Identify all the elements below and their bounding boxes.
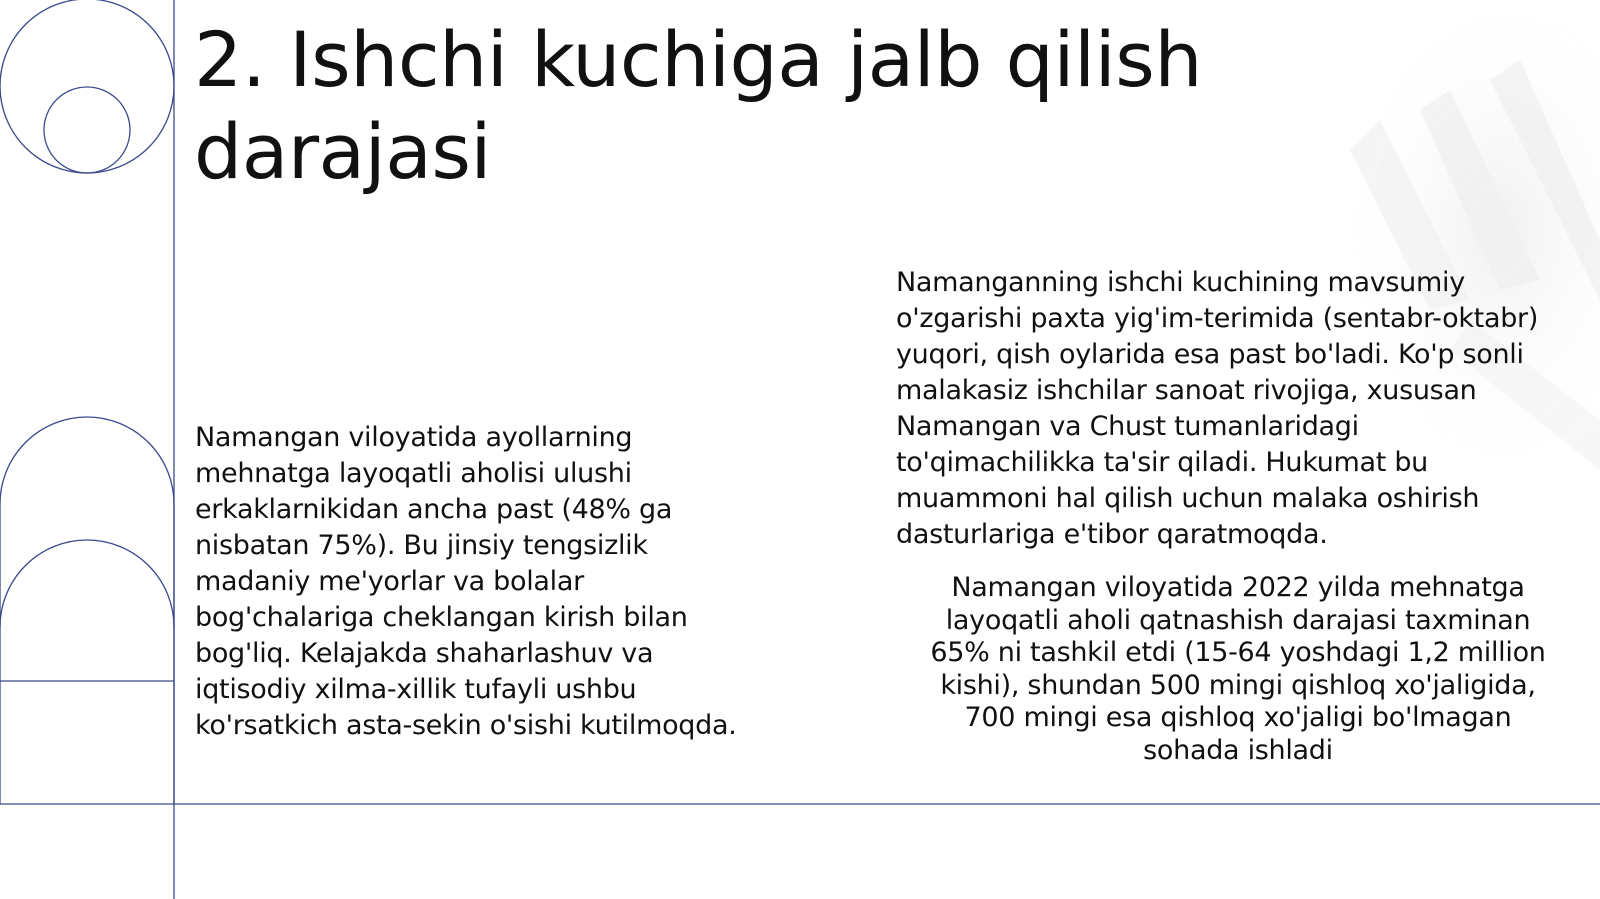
upper-arch [0, 417, 174, 804]
right-paragraph-seasonal: Namanganning ishchi kuchining mavsumiy o'zgarishi paxta yig'im-terimida (sentabr-oktabr) yuqori, qish oylarida esa past bo'ladi. Ko'p sonli malakasiz ishchilar sanoat rivojiga, xususan Namangan va Chust tumanlaridagi to'qimachilikka ta'sir qiladi. Hukumat bu muammoni hal qilish uchun malaka oshirish dasturlariga e'tibor qaratmoqda. [896, 267, 1539, 550]
small-circle [44, 87, 130, 173]
left-paragraph: Namangan viloyatida ayollarning mehnatga layoqatli aholisi ulushi erkaklarnikidan ancha past (48% ga nisbatan 75%). Bu jinsiy tengsizlik madaniy me'yorlar va bolalar bog'chalariga cheklangan kirish bilan bog'liq. Kelajakda shaharlashuv va iqtisodiy xilma-xillik tufayli ushbu ko'rsatkich asta-sekin o'sishi kutilmoqda. [195, 422, 737, 741]
slide-title: 2. Ishchi kuchiga jalb qilish darajasi [194, 15, 1203, 196]
right-paragraph-participation: Namangan viloyatida 2022 yilda mehnatga layoqatli aholi qatnashish darajasi taxminan 65% ni tashkil etdi (15-64 yoshdagi 1,2 million kishi), shundan 500 mingi qishloq xo'jaligida, 700 mingi esa qishloq xo'jaligi bo'lmagan sohada ishladi [930, 572, 1546, 766]
lower-arch [0, 540, 174, 627]
